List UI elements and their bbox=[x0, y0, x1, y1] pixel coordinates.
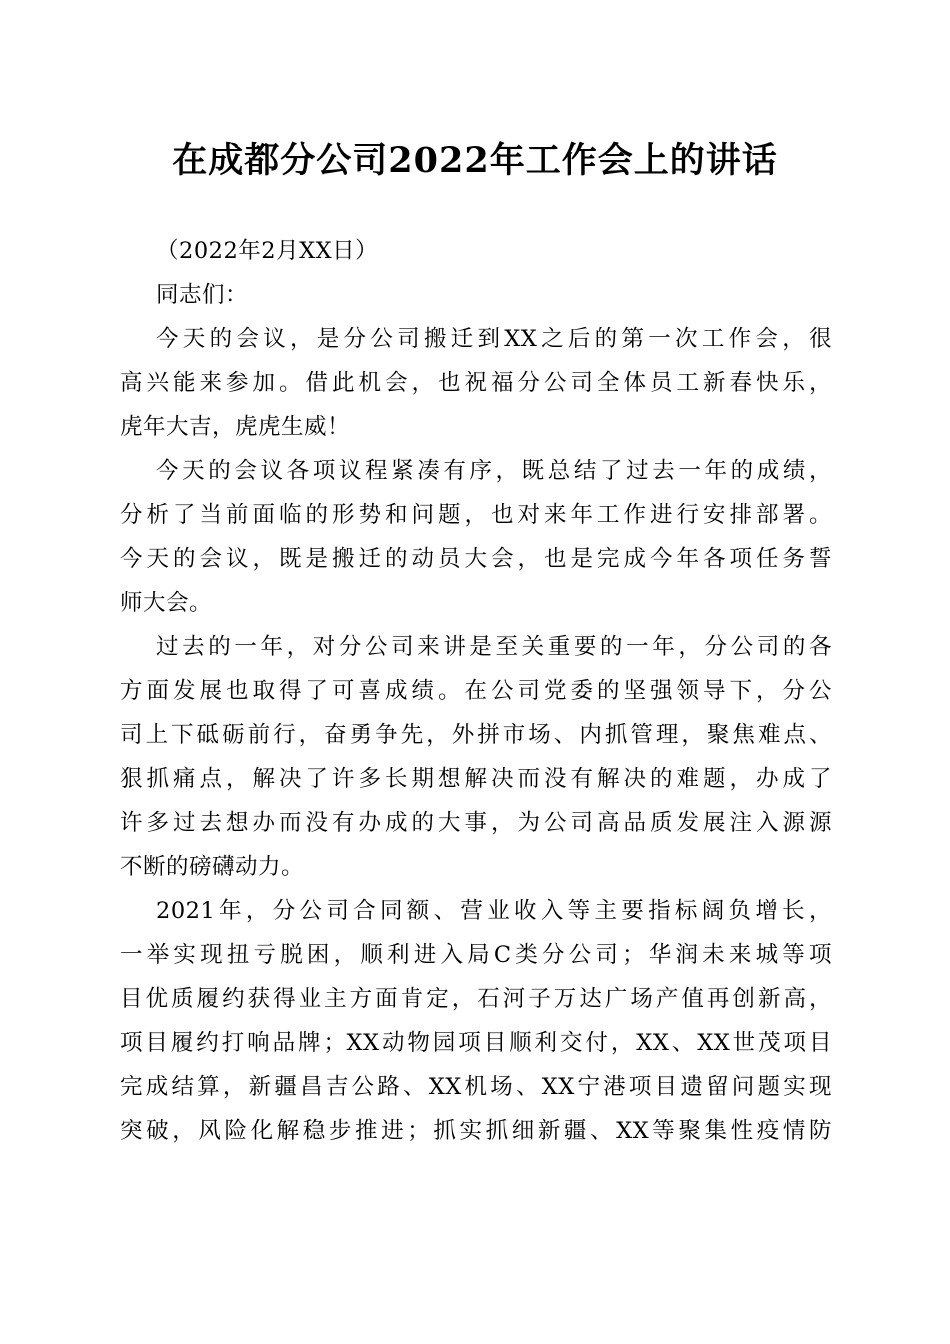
text-line: 狠抓痛点，解决了许多长期想解决而没有解决的难题，办成了 bbox=[120, 766, 832, 792]
text-line: 今天的会议，是分公司搬迁到XX之后的第一次工作会，很 bbox=[156, 326, 832, 352]
document-title: 在成都分公司2022年工作会上的讲话 bbox=[172, 140, 778, 181]
text-line: 司上下砥砺前行，奋勇争先，外拼市场、内抓管理，聚焦难点、 bbox=[120, 722, 832, 748]
text-line: 2021年，分公司合同额、营业收入等主要指标阔负增长， bbox=[156, 898, 832, 924]
text-line: 今天的会议各项议程紧凑有序，既总结了过去一年的成绩， bbox=[156, 458, 832, 484]
document-body bbox=[120, 229, 832, 1153]
text-line: 同志们： bbox=[156, 282, 249, 308]
text-line: 分析了当前面临的形势和问题，也对来年工作进行安排部署。 bbox=[120, 502, 832, 528]
text-line: 过去的一年，对分公司来讲是至关重要的一年，分公司的各 bbox=[156, 634, 832, 660]
text-line: 许多过去想办而没有办成的大事，为公司高品质发展注入源源 bbox=[120, 810, 832, 836]
text-line: 师大会。 bbox=[120, 590, 213, 616]
text-line: 突破，风险化解稳步推进；抓实抓细新疆、XX等聚集性疫情防 bbox=[120, 1118, 832, 1144]
text-line: 今天的会议，既是搬迁的动员大会，也是完成今年各项任务誓 bbox=[120, 546, 832, 572]
text-line: 虎年大吉，虎虎生威！ bbox=[120, 414, 351, 440]
text-line: 目优质履约获得业主方面肯定，石河子万达广场产值再创新高， bbox=[120, 986, 832, 1012]
text-line: 完成结算，新疆昌吉公路、XX机场、XX宁港项目遗留问题实现 bbox=[120, 1074, 832, 1100]
text-line: （2022年2月XX日） bbox=[156, 238, 379, 264]
text-line: 不断的磅礴动力。 bbox=[120, 854, 305, 880]
text-line: 方面发展也取得了可喜成绩。在公司党委的坚强领导下，分公 bbox=[120, 678, 832, 704]
text-line: 项目履约打响品牌；XX动物园项目顺利交付，XX、XX世茂项目 bbox=[120, 1030, 832, 1056]
text-line: 一举实现扭亏脱困，顺利进入局C类分公司；华润未来城等项 bbox=[120, 942, 832, 968]
text-line: 高兴能来参加。借此机会，也祝福分公司全体员工新春快乐， bbox=[120, 370, 832, 396]
